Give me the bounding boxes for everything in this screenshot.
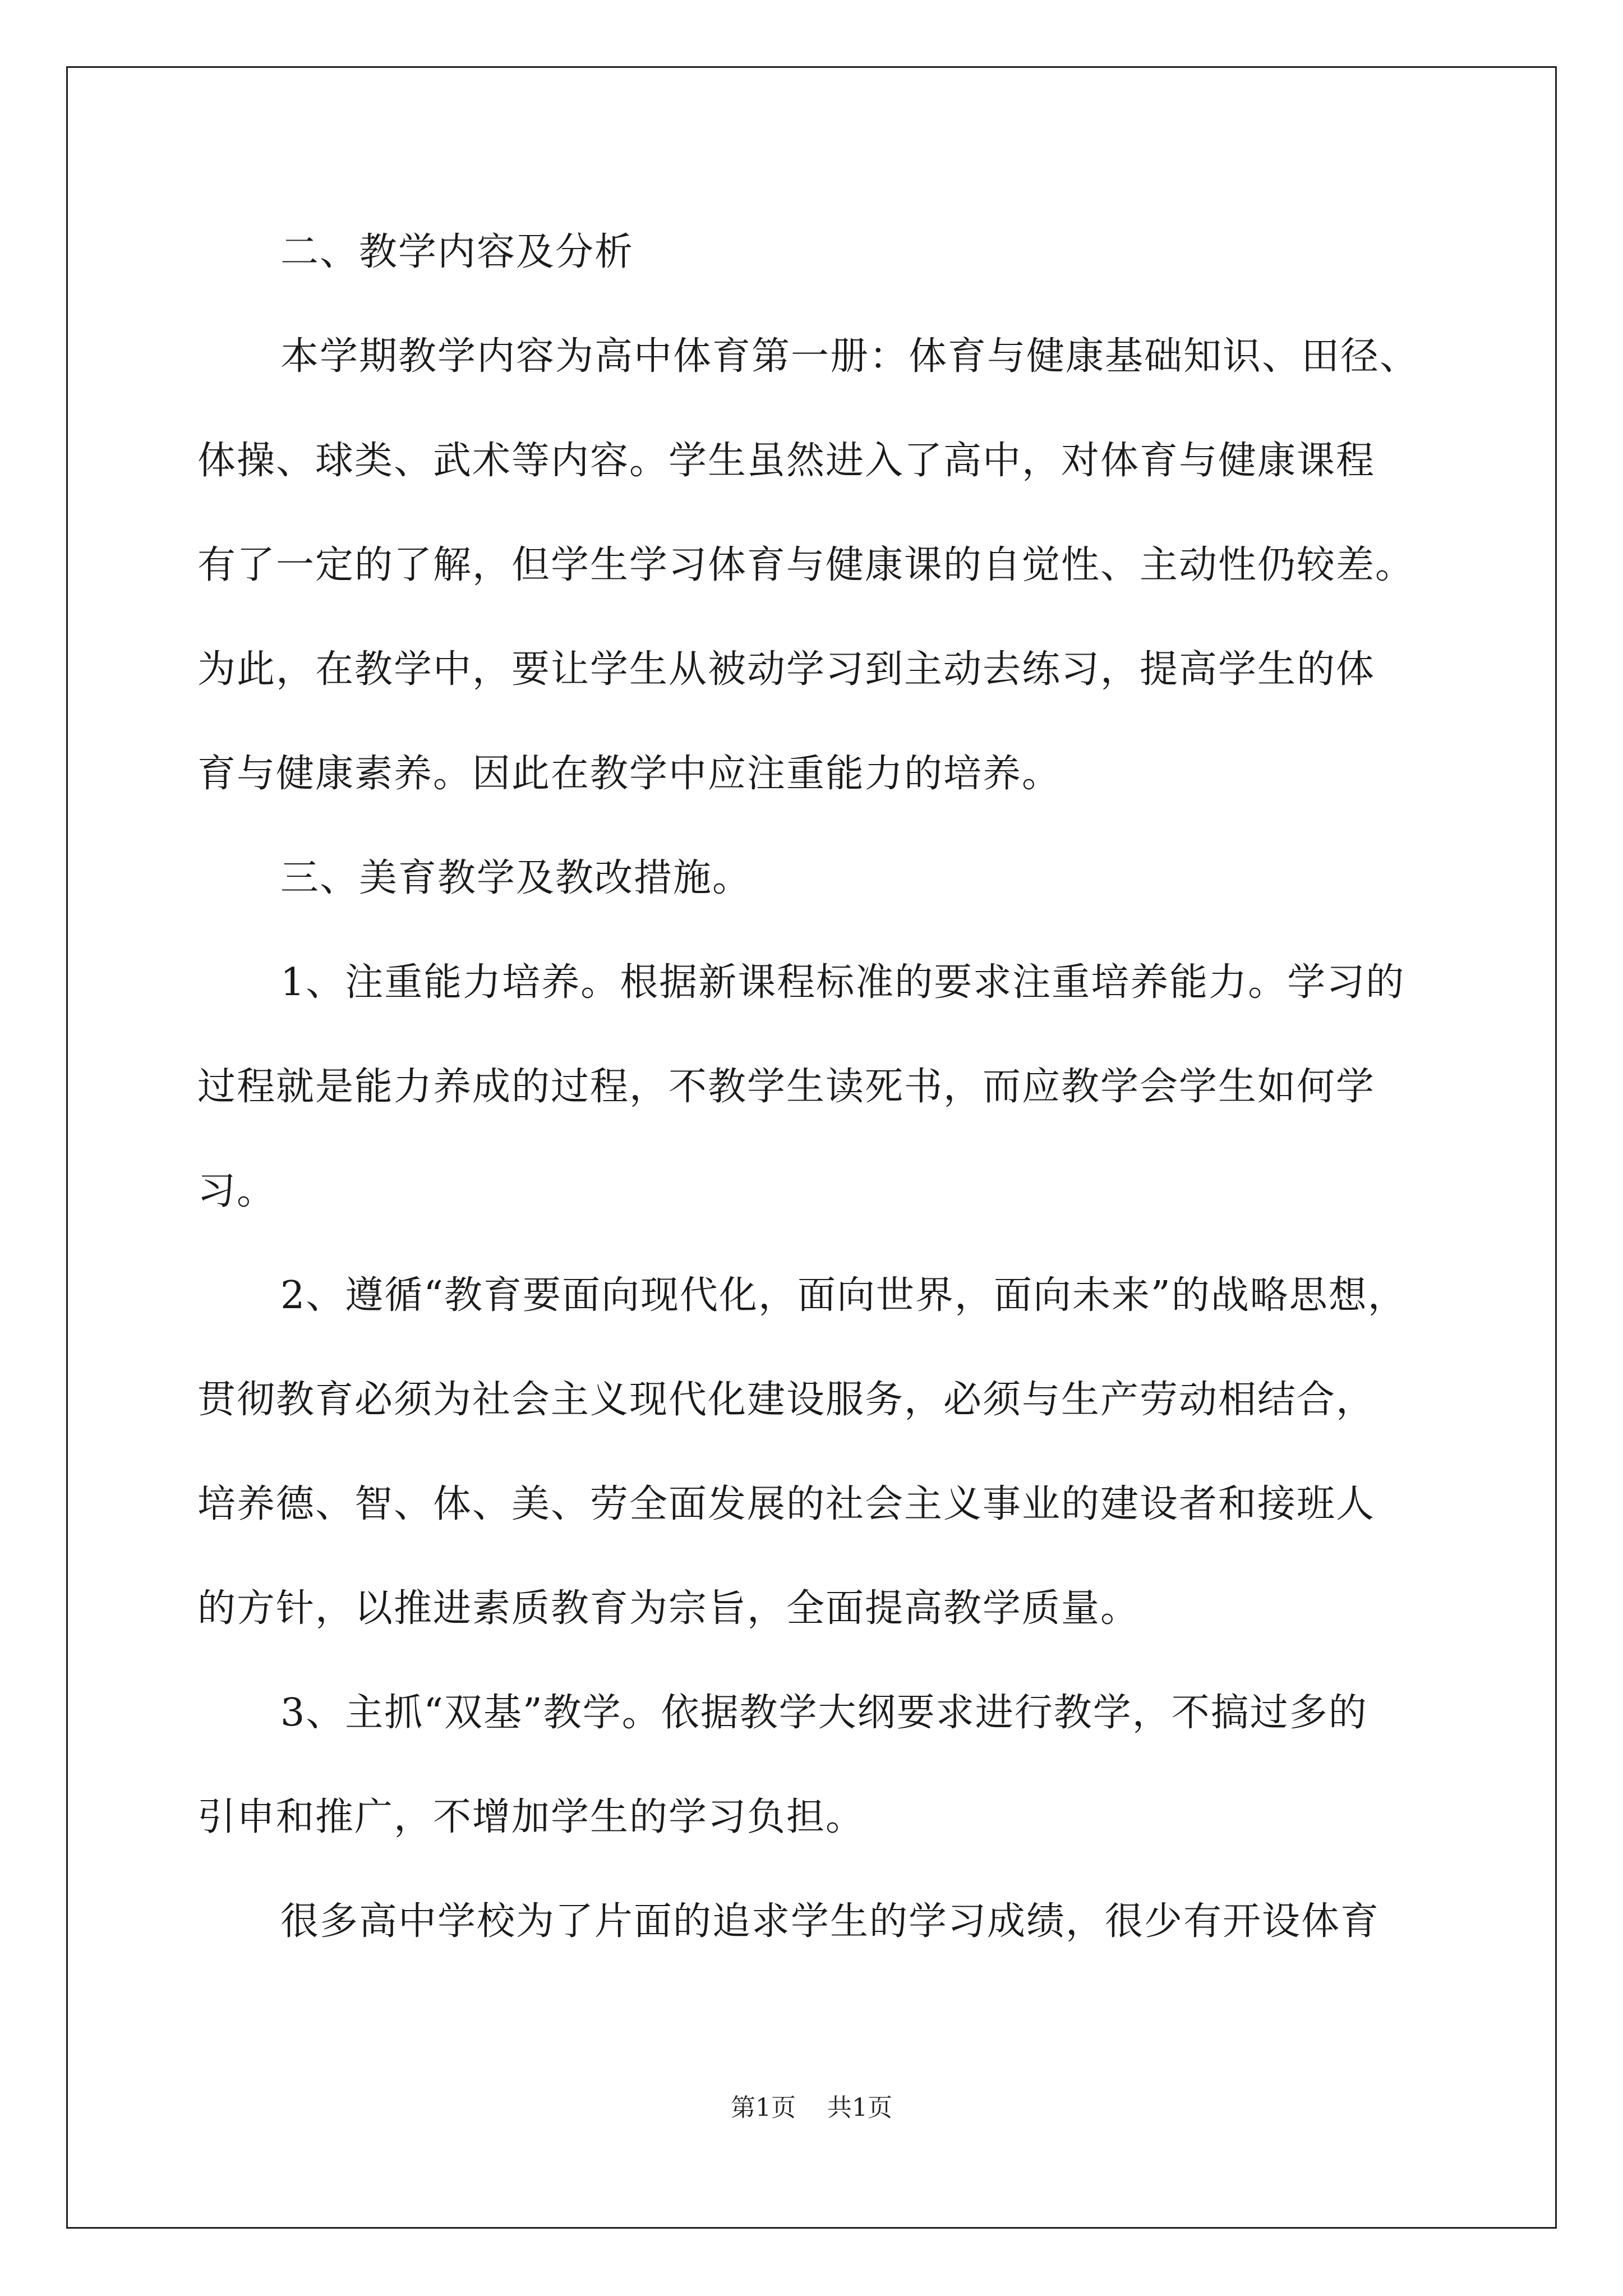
paragraph-line: 习。	[197, 1169, 276, 1213]
paragraph-line: 过程就是能力养成的过程，不教学生读死书，而应教学会学生如何学	[197, 1065, 1376, 1109]
paragraph-line: 1、注重能力培养。根据新课程标准的要求注重培养能力。学习的	[280, 960, 1405, 1005]
page-footer: 第1页 共1页	[731, 2093, 892, 2122]
paragraph-line: 很多高中学校为了片面的追求学生的学习成绩，很少有开设体育	[280, 1899, 1380, 1944]
paragraph-line: 的方针，以推进素质教育为宗旨，全面提高教学质量。	[197, 1586, 1140, 1631]
paragraph-line: 引申和推广，不增加学生的学习负担。	[197, 1795, 865, 1839]
paragraph-line: 有了一定的了解，但学生学习体育与健康课的自觉性、主动性仍较差。	[197, 543, 1415, 587]
paragraph-line: 培养德、智、体、美、劳全面发展的社会主义事业的建设者和接班人	[197, 1482, 1376, 1526]
section-heading-2: 二、教学内容及分析	[280, 230, 634, 274]
paragraph-line: 贯彻教育必须为社会主义现代化建设服务，必须与生产劳动相结合，	[197, 1378, 1376, 1422]
paragraph-line: 2、遵循“教育要面向现代化，面向世界，面向未来”的战略思想，	[280, 1273, 1407, 1318]
section-heading-3: 三、美育教学及教改措施。	[280, 856, 752, 900]
paragraph-line: 本学期教学内容为高中体育第一册：体育与健康基础知识、田径、	[280, 334, 1419, 379]
paragraph-line: 育与健康素养。因此在教学中应注重能力的培养。	[197, 752, 1062, 796]
paragraph-line: 体操、球类、武术等内容。学生虽然进入了高中，对体育与健康课程	[197, 439, 1376, 483]
paragraph-line: 3、主抓“双基”教学。依据教学大纲要求进行教学，不搞过多的	[280, 1691, 1368, 1735]
paragraph-line: 为此，在教学中，要让学生从被动学习到主动去练习，提高学生的体	[197, 647, 1376, 692]
